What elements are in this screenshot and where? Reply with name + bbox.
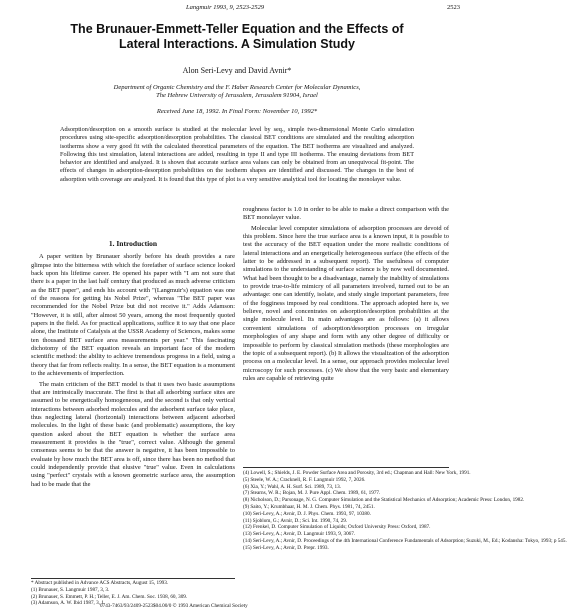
author-line: Alon Seri-Levy and David Avnir*: [182, 66, 292, 75]
reference-item: (5) Steele, W. A.; Cracknell, R. F. Langmuir 1992, 7, 2026.: [243, 476, 366, 483]
article-title-line-2: Lateral Interactions. A Simulation Study: [119, 37, 355, 51]
footnote: (2) Brunauer, S. Emmett, P. H.; Teller, E. J. Am. Chem. Soc. 1938, 60, 309.: [31, 593, 188, 600]
affiliation-line-1: Department of Organic Chemistry and the F. Haber Research Center for Molecular Dynamics,: [113, 84, 361, 91]
article-title-line-1: The Brunauer-Emmett-Teller Equation and the Effects of: [70, 22, 404, 36]
reference-item: (6) Xia, Y.; Wahl, A. H. Surf. Sci. 1989, 73, 13.: [243, 483, 342, 490]
journal-citation: Langmuir 1993, 9, 2523-2529: [186, 4, 265, 11]
reference-item: (15) Seri-Levy, A.; Avnir, D. Prepr. 1993.: [243, 544, 329, 551]
reference-item: (9) Saito, Y.; Krumbhaar, H. M. J. Chem. Phys. 1981, 74, 2451.: [243, 503, 375, 510]
copyright-footer: 0743-7463/93/2409-2523$04.00/0 © 1993 American Chemical Society: [100, 603, 248, 609]
reference-item: (13) Seri-Levy, A.; Avnir, D. Langmuir 1993, 9, 3067.: [243, 531, 356, 538]
footnote: (1) Brunauer, S. Langmuir 1987, 3, 3.: [31, 586, 110, 593]
reference-item: (4) Lowell, S.; Shields, J. E. Powder Surface Area and Porosity, 3rd ed.; Chapman and Hall: New York, 1991.: [243, 470, 471, 476]
received-dates: Received June 18, 1992. In Final Form: November 10, 1992*: [156, 108, 318, 115]
article-title: [30, 22, 444, 52]
reference-item: (10) Seri-Levy, A.; Avnir, D. J. Phys. Chem. 1993, 97, 10380.: [243, 510, 371, 517]
right-column: [243, 206, 449, 385]
section-heading: 1. Introduction: [108, 239, 158, 248]
body-paragraph: roughness factor is 1.0 in order to be able to make a direct comparison with the BET monolayer value.: [243, 206, 449, 222]
body-paragraph: Molecular level computer simulations of adsorption processes are devoid of this problem. Since here the true surface area is a known input, it is possible to test the accuracy of the BET equation under the more realistic conditions of lateral interactions and an energetically heterogeneous surface (the effects of the latter to be addressed in a subsequent report). The usefulness of computer simulations to the understanding of surface science is by now well documented. What had been thought to be a disadvantage, namely the inability of simulations to provide true-to-life mimicry of all parameters involved, turned out to be an advantage: one can identify, isolate, and study single important parameters, free of the fogginess imposed by real conditions. The approach adopted here is, we believe, novel and concentrates on adsorption/desorption probabilities at the single molecule level. Its main advantages are as follows: (a) it allows convenient simulations of adsorption/desorption processes on irregular morphologies of any shape and form with any other degree of difficulty or impossible to perform by classical simulation methods (these morphologies are the topic of a subsequent report). (b) It allows the visualization of the adsorption process on a molecular level. In a sense, our approach provides molecular level microscopy for such processes. (c) We show that the very basic and elementary rules are capable of retrieving quite: [243, 224, 449, 382]
footnote: (3) Adamson, A. W. Ibid 1987, 3, 1.: [31, 600, 106, 607]
footnote: * Abstract published in Advance ACS Abstracts, August 15, 1993.: [31, 580, 169, 586]
affiliation-line-2: The Hebrew University of Jerusalem, Jerusalem 91904, Israel: [156, 92, 318, 100]
body-paragraph: A paper written by Brunauer shortly before his death provides a rare glimpse into the bitterness with which the forefather of surface science looked back upon his lifetime career. He opened his paper with "I am not sure that there is a paper in the last half century that produced as much adverse criticism as the BET paper", and ends his account with "(Langmuir's) equation was one of the reasons for getting his Nobel Prize", whereas "The BET paper was recommended for the Nobel Prize but did not receive it." Adds Adamson: "However, it is still, after almost 50 years, among the most frequently quoted papers in the field. As for practical applications, suffice it to say that one place alone, the Institute of Catalysis at the USSR Academy of Sciences, makes some ten thousand BET surface area measurements per year." This fascinating dichotomy of the BET equation reveals an important face of the modern scientific method: the ability to achieve tremendous progress in a field, using a theory that far from reflects reality. In a sense, the BET equation is a monument to the achievements of imperfection.: [31, 253, 235, 378]
left-column: [31, 240, 235, 491]
reference-list: [243, 467, 567, 552]
reference-item: (14) Seri-Levy, A.; Avnir, D. Proceedings of the 4th International Conference Fundamentals of Adsorption; Suzuki, M., Ed.; Kodansha: Tokyo, 1993; p 545.: [243, 537, 567, 544]
abstract: Adsorption/desorption on a smooth surface is studied at the molecular level by seq., simple two-dimensional Monte Carlo simulation procedures using site-specific adsorption/desorption probabilities. The classical BET conditions are simulated and the resulting adsorption isotherms show a very good fit with the calculated theoretical parameters of the equation. The BET isotherms are visualized and analyzed. Following this test simulation, lateral interactions are added, resulting in type II and type III isotherms. The ensuing deviations from BET behavior are identified and analyzed. It is shown that accurate surface area values can only be obtained from an unequivocal fit-point. The effects of changes in adsorption-desorption probabilities on the isotherm shapes are identified and discussed. The changes in the best of adsorption with coverage are analyzed. It is found that this type of plot is a very sensitive analytical tool for locating the monolayer value.: [60, 126, 414, 183]
reference-item: (8) Nicholson, D.; Parsonage, N. G. Computer Simulation and the Statistical Mechanics of Adsorption; Academic Press: London, 1982.: [243, 497, 525, 504]
affiliation: [40, 84, 434, 101]
page-number: 2523: [447, 4, 460, 11]
body-paragraph: The main criticism of the BET model is that it uses two basic assumptions that are intrinsically inaccurate. The first is that all adsorbing surface sites are assumed to be energetically homogeneous, and the second is that only vertical interactions between adsorbed molecules and the adsorbent surface take place, thus neglecting lateral (horizontal) interactions between adjacent adsorbed molecules. In the light of these basic (and problematic) assumptions, the key question asked about the BET equation is whether the surface area measurement it provides is the "true", correct value. Although the general consensus seems to be that the answer is negative, it has been impossible to evaluate by how much the BET area is off, since there has been no method that could independently provide that elusive "true" value. Even in calculations using "perfect" crystals with a known geometric surface area, the assumption had to be made that the: [31, 380, 235, 488]
reference-item: (12) Frenkel, D. Computer Simulation of Liquids; Oxford University Press: Oxford, 1987.: [243, 524, 431, 531]
reference-item: (11) Sjoblom, G.; Avnir, D.; Sci. Int. 1990, 74, 29.: [243, 517, 348, 524]
reference-item: (7) Stearns, W. R.; Bojan, M. J. Pure Appl. Chem. 1989, 61, 1977.: [243, 490, 381, 497]
